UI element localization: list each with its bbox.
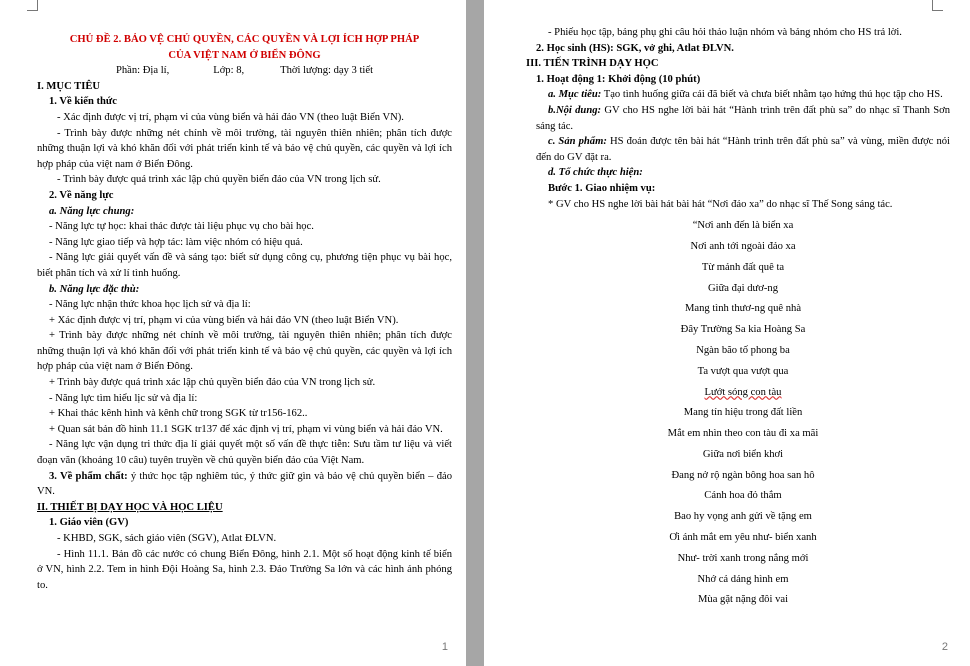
lyric-text: Mùa gặt nặng đôi vai bbox=[697, 594, 789, 606]
objective-paragraph bbox=[536, 87, 950, 103]
quality-text: ý thức học tập nghiêm túc, ý thức giữ gìn và bảo vệ chủ quyền biển – đảo VN. bbox=[37, 470, 452, 498]
objective-label: a. Mục tiêu: bbox=[548, 89, 602, 101]
lyric-line bbox=[536, 362, 950, 383]
competence-item: - Năng lực tìm hiểu lịc sử và địa lí: bbox=[49, 392, 198, 404]
competence-item: - Năng lực tự học: khai thác được tài liệu phục vụ cho bài học. bbox=[49, 221, 314, 233]
document-page-1 bbox=[0, 0, 466, 666]
lyric-text: Bao hy vọng anh gửi về tặng em bbox=[674, 511, 812, 523]
materials-item: - Phiếu học tập, bảng phụ ghi câu hỏi thảo luận nhóm và bảng nhóm cho HS trả lời. bbox=[548, 27, 902, 38]
specific-competence-heading: b. Năng lực đặc thù: bbox=[49, 283, 140, 295]
section-1-heading: I. MỤC TIÊU bbox=[37, 80, 101, 92]
student-item: 2. Học sinh (HS): SGK, vở ghi, Atlat ĐLVN. bbox=[536, 42, 734, 54]
lyric-line bbox=[536, 549, 950, 570]
quality-paragraph bbox=[37, 469, 452, 500]
step-1-heading: Bước 1. Giao nhiệm vụ: bbox=[548, 182, 656, 194]
content-paragraph bbox=[536, 103, 950, 134]
lyric-line bbox=[536, 590, 950, 611]
lyric-text: Ta vượt qua vượt qua bbox=[697, 365, 789, 377]
lyric-text: Giữa đại dươ-ng bbox=[707, 282, 779, 294]
doc-meta bbox=[37, 63, 452, 79]
knowledge-item: - Trình bày được những nét chính về môi trường, tài nguyên thiên nhiên; phân tích được những thuận lợi và khó khăn đối với phát triển kinh tế và bảo vệ chủ quyền, các quyền và lợi ích hợp pháp của việt nam ở Biển Đông. bbox=[37, 127, 452, 170]
crop-mark bbox=[27, 0, 38, 11]
general-competence-heading: a. Năng lực chung: bbox=[49, 205, 135, 217]
competence-item: + Xác định được vị trí, phạm vi của vùng biển và hải đảo VN (theo luật Biển VN). bbox=[49, 314, 399, 326]
page-number: 1 bbox=[441, 641, 448, 654]
lyric-text: “Nơi anh đến là biển xa bbox=[692, 220, 794, 232]
competence-item: - Năng lực nhận thức khoa học lịch sử và địa lí: bbox=[49, 299, 251, 311]
competence-item: + Quan sát bản đồ hình 11.1 SGK tr137 để xác định vị trí, phạm vi vùng biển và hải đảo VN. bbox=[49, 423, 443, 435]
section-1-1-heading: 1. Về kiến thức bbox=[49, 96, 117, 108]
section-2-heading bbox=[37, 500, 452, 516]
lyric-line bbox=[536, 403, 950, 424]
objective-text: Tạo tình huống giữa cái đã biết và chưa biết nhằm tạo hứng thú học tập cho HS. bbox=[601, 89, 943, 101]
lyric-line bbox=[536, 258, 950, 279]
lyric-line bbox=[536, 507, 950, 528]
product-text: HS đoán được tên bài hát “Hành trình trên đất phù sa” và vùng, miền được nói đến do GV đặt ra. bbox=[536, 136, 950, 163]
competence-item: - Năng lực giải quyết vấn đề và sáng tạo: biết sử dụng công cụ, phương tiện phục vụ bài học, biết phân tích và xử lí tình huống. bbox=[37, 252, 452, 279]
lyric-text: Lướt sóng con tàu bbox=[704, 386, 782, 398]
lyric-line bbox=[536, 237, 950, 258]
lyric-line bbox=[536, 216, 950, 237]
lyric-line bbox=[536, 466, 950, 487]
activity-1-heading: 1. Hoạt động 1: Khởi động (10 phút) bbox=[536, 73, 701, 85]
song-lyrics bbox=[536, 216, 950, 611]
lyric-text: Nơi anh tới ngoài đảo xa bbox=[690, 240, 796, 252]
lyric-text: Ngàn bão tố phong ba bbox=[696, 344, 790, 356]
teacher-intro: * GV cho HS nghe lời bài hát bài hát “Nơi đảo xa” do nhạc sĩ Thế Song sáng tác. bbox=[548, 198, 893, 210]
meta-grade: Lớp: 8, bbox=[213, 65, 245, 77]
knowledge-item: - Trình bày được quá trình xác lập chủ quyền biển đảo của VN trong lịch sử. bbox=[57, 174, 381, 186]
organization-heading: d. Tổ chức thực hiện: bbox=[548, 167, 643, 179]
product-label: c. Sản phẩm: bbox=[548, 136, 607, 148]
doc-title-line2: CỦA VIỆT NAM Ở BIỂN ĐÔNG bbox=[168, 49, 321, 61]
teacher-item: - KHBD, SGK, sách giáo viên (SGV), Atlat ĐLVN. bbox=[57, 533, 277, 544]
meta-duration: Thời lượng: dạy 3 tiết bbox=[280, 65, 374, 77]
section-1-2-heading: 2. Về năng lực bbox=[49, 189, 114, 201]
lyric-line bbox=[536, 320, 950, 341]
lyric-line bbox=[536, 528, 950, 549]
lyric-line bbox=[536, 486, 950, 507]
knowledge-item: - Xác định được vị trí, phạm vi của vùng biển và hải đảo VN (theo luật Biển VN). bbox=[57, 111, 404, 123]
lyric-text: Như- trời xanh trong nắng mới bbox=[677, 552, 809, 564]
lyric-text: Đây Trường Sa kia Hoàng Sa bbox=[680, 324, 806, 336]
quality-label: 3. Về phẩm chất: bbox=[49, 470, 128, 482]
content-label: b.Nội dung: bbox=[548, 104, 602, 116]
crop-mark bbox=[932, 0, 943, 11]
lyric-text: Mang tín hiệu trong đất liền bbox=[683, 407, 803, 419]
lyric-text: Nhớ cả dáng hình em bbox=[697, 573, 789, 585]
lyric-text: Ơi ánh mắt em yêu như- biển xanh bbox=[669, 532, 817, 544]
lyric-line bbox=[536, 341, 950, 362]
doc-title-line1: CHỦ ĐỀ 2. BẢO VỆ CHỦ QUYỀN, CÁC QUYỀN VÀ LỢI ÍCH HỢP PHÁP bbox=[69, 34, 420, 45]
lyric-line bbox=[536, 570, 950, 591]
lyric-line bbox=[536, 445, 950, 466]
lyric-text: Giữa nơi biển khơi bbox=[702, 448, 784, 460]
lyric-text: Mang tình thươ-ng quê nhà bbox=[684, 303, 802, 315]
section-2-heading-text: II. THIẾT BỊ DẠY HỌC VÀ HỌC LIỆU bbox=[37, 501, 223, 513]
lyric-line bbox=[536, 383, 950, 404]
lyric-line bbox=[536, 279, 950, 300]
competence-item: - Năng lực giao tiếp và hợp tác: làm việc nhóm có hiệu quả. bbox=[49, 236, 303, 248]
competence-item: + Khai thác kênh hình và kênh chữ trong SGK từ tr156-162.. bbox=[49, 408, 308, 420]
page-number: 2 bbox=[941, 641, 948, 654]
lyric-text: Cánh hoa đỏ thắm bbox=[704, 490, 782, 502]
competence-item: + Trình bày được quá trình xác lập chủ quyền biển đảo của VN trong lịch sử. bbox=[49, 377, 376, 389]
section-3-heading: III. TIẾN TRÌNH DẠY HỌC bbox=[526, 58, 659, 70]
section-2-1-heading: 1. Giáo viên (GV) bbox=[49, 517, 129, 529]
teacher-item: - Hình 11.1. Bản đồ các nước có chung Biển Đông, hình 2.1. Một số hoạt động kinh tế biển ở VN, hình 2.2. Tem in hình Đội Hoàng Sa, hình 2.3. Đảo Trường Sa lớn và các hình ảnh phóng to. bbox=[37, 548, 452, 591]
competence-item: + Trình bày được những nét chính về môi trường, tài nguyên thiên nhiên; phân tích được những thuận lợi và khó khăn đối với phát triển kinh tế và bảo vệ chủ quyền, các quyền và lợi ích hợp pháp của việt nam ở Biển Đông. bbox=[37, 330, 452, 373]
product-paragraph bbox=[536, 134, 950, 165]
lyric-line bbox=[536, 299, 950, 320]
lyric-line bbox=[536, 424, 950, 445]
document-page-2 bbox=[484, 0, 970, 666]
lyric-text: Mắt em nhìn theo con tàu đi xa mãi bbox=[667, 428, 819, 440]
content-text: GV cho HS nghe lời bài hát “Hành trình trên đất phù sa” do nhạc sĩ Thanh Sơn sáng tác. bbox=[536, 104, 950, 132]
competence-item: - Năng lực vận dụng tri thức địa lí giải quyết một số vấn đề thực tiễn: Sưu tầm tư liệu và viết đoạn văn (khoảng 10 câu) tuyên truyền về chủ quyền biển đảo của Việt Nam. bbox=[37, 439, 452, 467]
lyric-text: Đang nở rộ ngàn bông hoa san hô bbox=[671, 469, 815, 481]
meta-subject: Phần: Địa lí, bbox=[115, 65, 170, 77]
lyric-text: Từ mảnh đất quê ta bbox=[701, 261, 785, 273]
